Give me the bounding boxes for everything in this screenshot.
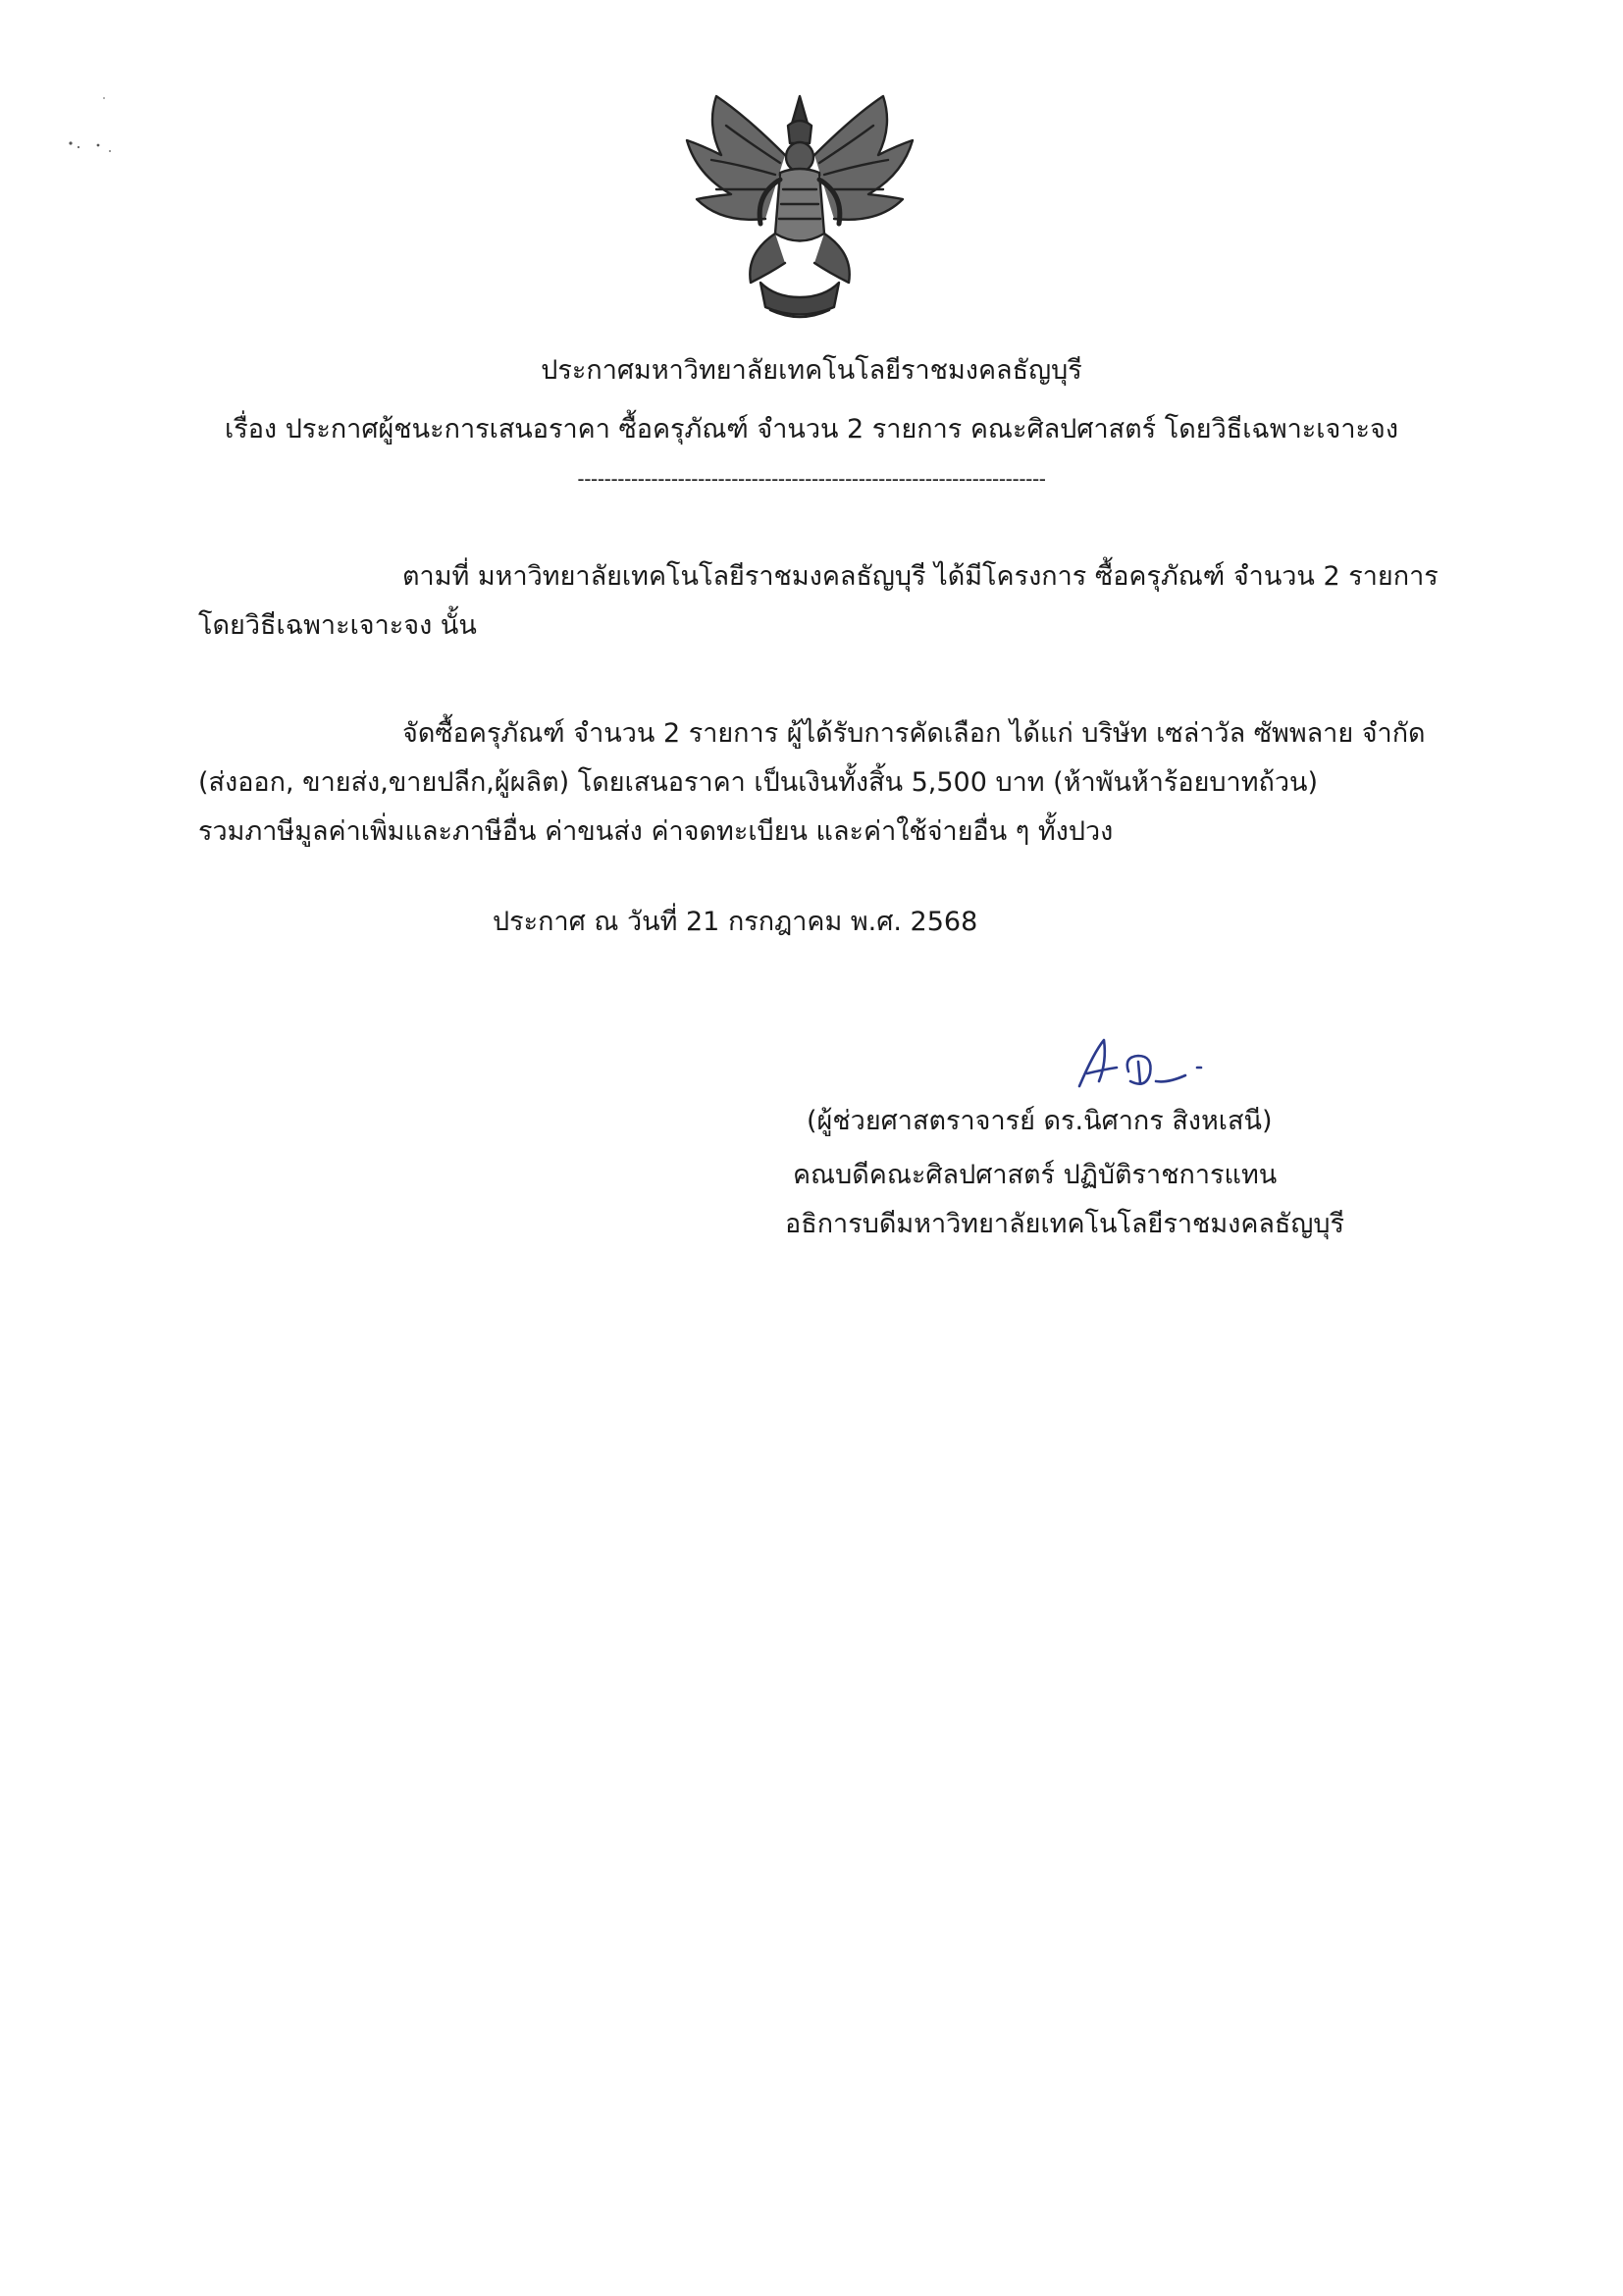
announcement-title: ประกาศมหาวิทยาลัยเทคโนโลยีราชมงคลธัญบุรี (541, 355, 1082, 386)
paragraph-2-line-1: จัดซื้อครุภัณฑ์ จำนวน 2 รายการ ผู้ได้รับการคัดเลือก ได้แก่ บริษัท เซล่าวัล ซัพพลาย จำกัด (402, 718, 1426, 749)
announcement-subject: เรื่อง ประกาศผู้ชนะการเสนอราคา ซื้อครุภัณฑ์ จำนวน 2 รายการ คณะศิลปศาสตร์ โดยวิธีเฉพาะเจาะจง (224, 414, 1398, 444)
paragraph-1-line-2: โดยวิธีเฉพาะเจาะจง นั้น (198, 610, 477, 641)
announcement-date: ประกาศ ณ วันที่ 21 กรกฎาคม พ.ศ. 2568 (493, 907, 978, 937)
scan-specks (59, 78, 177, 157)
title-separator: ---------------------------------------------------------------------- (577, 467, 1046, 491)
signatory-name: (ผู้ช่วยศาสตราจารย์ ดร.นิศากร สิงหเสนี) (807, 1106, 1273, 1136)
signatory-position-2: อธิการบดีมหาวิทยาลัยเทคโนโลยีราชมงคลธัญบุรี (785, 1209, 1345, 1239)
handwritten-signature (1070, 1032, 1285, 1099)
garuda-emblem-icon (677, 86, 922, 327)
paragraph-2-line-2: (ส่งออก, ขายส่ง,ขายปลีก,ผู้ผลิต) โดยเสนอราคา เป็นเงินทั้งสิ้น 5,500 บาท (ห้าพันห้าร้อยบาทถ้วน) (198, 767, 1319, 798)
signatory-position-1: คณบดีคณะศิลปศาสตร์ ปฏิบัติราชการแทน (793, 1160, 1278, 1190)
paragraph-1-line-1: ตามที่ มหาวิทยาลัยเทคโนโลยีราชมงคลธัญบุรี ได้มีโครงการ ซื้อครุภัณฑ์ จำนวน 2 รายการ (402, 561, 1439, 592)
paragraph-2-line-3: รวมภาษีมูลค่าเพิ่มและภาษีอื่น ค่าขนส่ง ค่าจดทะเบียน และค่าใช้จ่ายอื่น ๆ ทั้งปวง (198, 816, 1114, 847)
